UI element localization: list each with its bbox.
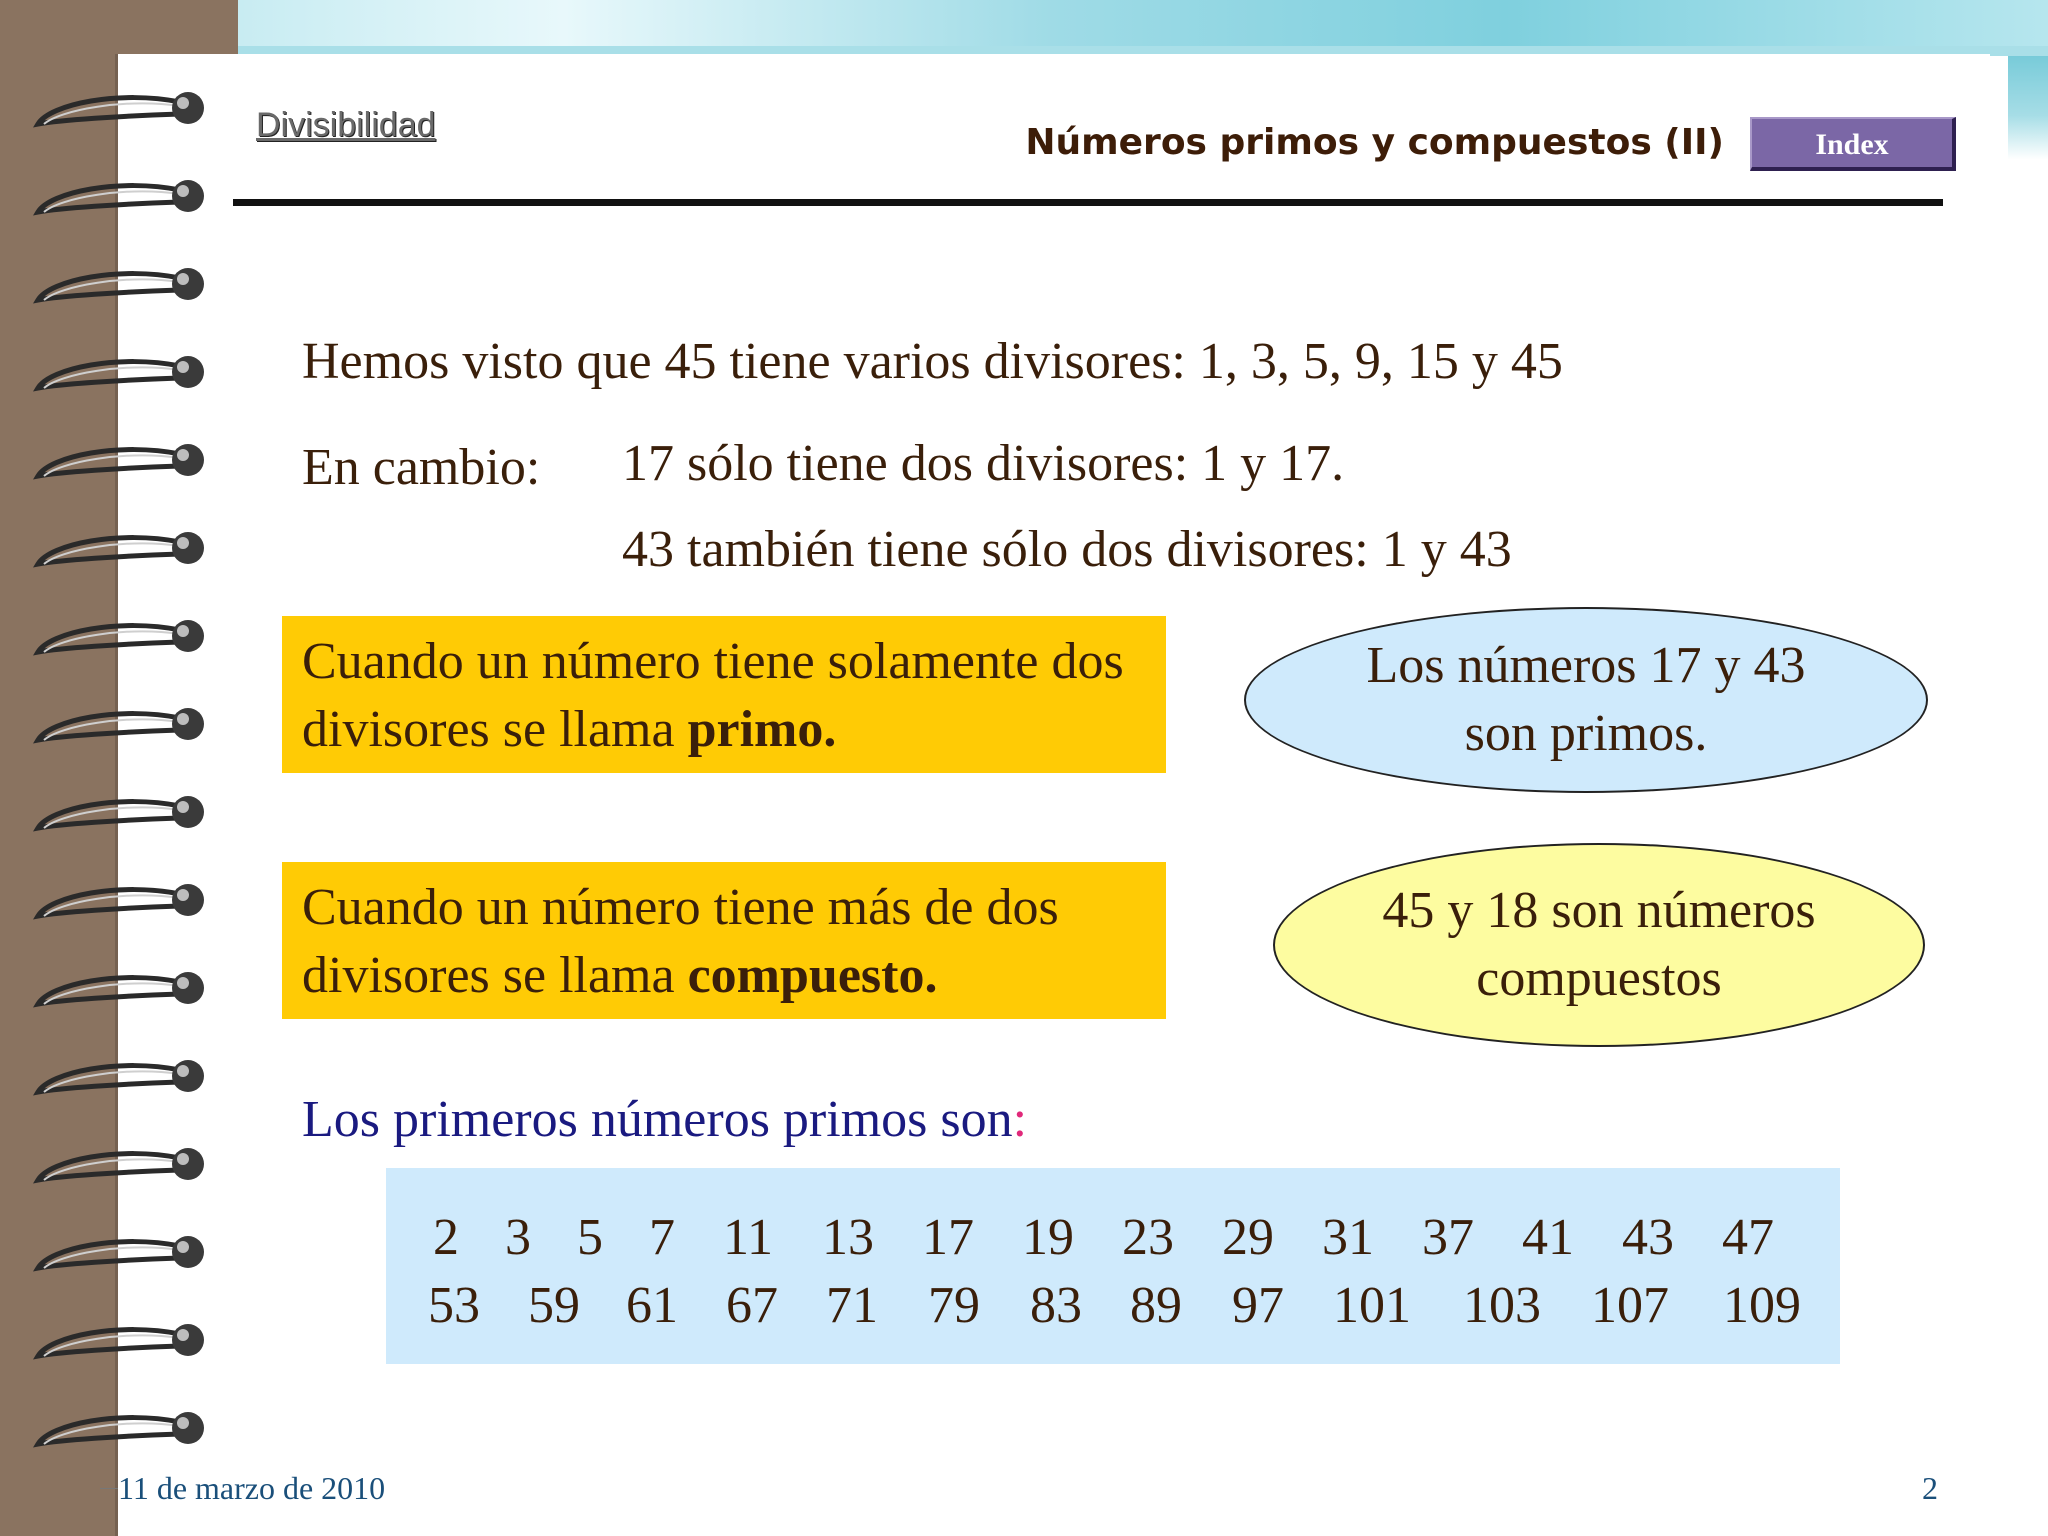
prime-number: 109: [1723, 1277, 1801, 1334]
prime-number: 13: [822, 1209, 874, 1266]
spiral-ring-icon: [30, 168, 220, 228]
prime-example-text: Los números 17 y 43 son primos.: [1366, 637, 1806, 762]
prime-number: 29: [1222, 1209, 1274, 1266]
prime-number: 37: [1422, 1209, 1474, 1266]
primes-intro-colon: :: [1012, 1091, 1028, 1148]
spiral-ring-icon: [30, 608, 220, 668]
composite-definition-text: Cuando un número tiene más de dos divisores se llama: [302, 879, 1059, 1004]
prime-number: 43: [1622, 1209, 1674, 1266]
slide-title: Números primos y compuestos (II): [1025, 122, 1724, 163]
spiral-ring-icon: [30, 1136, 220, 1196]
spiral-ring-icon: [30, 432, 220, 492]
spiral-ring-icon: [30, 960, 220, 1020]
primes-list-box: [386, 1168, 1840, 1364]
page-number: 2: [1922, 1470, 1938, 1506]
spiral-ring-icon: [30, 1312, 220, 1372]
prime-number: 101: [1333, 1277, 1411, 1334]
spiral-ring-icon: [30, 872, 220, 932]
spiral-ring-icon: [30, 696, 220, 756]
prime-number: 107: [1591, 1277, 1669, 1334]
composite-example-text: 45 y 18 son números compuestos: [1382, 882, 1816, 1007]
prime-number: 89: [1130, 1277, 1182, 1334]
prime-number: 53: [428, 1277, 480, 1334]
composite-example-ellipse: [1273, 843, 1925, 1047]
divisors-of-17-text: 17 sólo tiene dos divisores: 1 y 17.: [622, 435, 1345, 492]
prime-definition-text: Cuando un número tiene solamente dos divisores se llama: [302, 633, 1124, 758]
spiral-ring-icon: [30, 80, 220, 140]
divisors-of-43-text: 43 también tiene sólo dos divisores: 1 y 43: [622, 521, 1512, 578]
prime-number: 3: [505, 1209, 531, 1266]
prime-number: 83: [1030, 1277, 1082, 1334]
prime-number: 97: [1232, 1277, 1284, 1334]
prime-number: 47: [1722, 1209, 1774, 1266]
prime-term: primo.: [687, 701, 837, 758]
right-decoration: [2008, 56, 2048, 1536]
prime-number: 11: [722, 1209, 774, 1266]
composite-term: compuesto.: [687, 947, 938, 1004]
header-rule: [233, 199, 1943, 206]
prime-number: 41: [1522, 1209, 1574, 1266]
prime-number: 71: [826, 1277, 878, 1334]
footer-date: 11 de marzo de 2010: [118, 1470, 386, 1506]
prime-number: 19: [1022, 1209, 1074, 1266]
prime-example-ellipse: [1244, 607, 1928, 793]
primes-intro-text: Los primeros números primos son: [302, 1091, 1013, 1148]
spiral-ring-icon: [30, 1400, 220, 1460]
primes-intro: [302, 1090, 1027, 1149]
spiral-ring-icon: [30, 256, 220, 316]
prime-definition-box: [282, 616, 1166, 773]
prime-number: 5: [577, 1209, 603, 1266]
spiral-ring-icon: [30, 784, 220, 844]
prime-number: 31: [1322, 1209, 1374, 1266]
spiral-ring-icon: [30, 1048, 220, 1108]
prime-number: 23: [1122, 1209, 1174, 1266]
spiral-ring-icon: [30, 344, 220, 404]
composite-definition-box: [282, 862, 1166, 1019]
prime-number: 7: [649, 1209, 675, 1266]
prime-number: 61: [626, 1277, 678, 1334]
en-cambio-label: En cambio:: [302, 439, 541, 496]
spiral-binding: [30, 80, 220, 1480]
spiral-ring-icon: [30, 520, 220, 580]
spiral-ring-icon: [30, 1224, 220, 1284]
prime-number: 79: [928, 1277, 980, 1334]
index-button[interactable]: Index: [1750, 117, 1956, 171]
breadcrumb-link[interactable]: Divisibilidad: [256, 106, 436, 144]
divisors-of-45-text: Hemos visto que 45 tiene varios divisores: 1, 3, 5, 9, 15 y 45: [302, 333, 1563, 390]
prime-number: 59: [528, 1277, 580, 1334]
prime-number: 103: [1463, 1277, 1541, 1334]
prime-number: 17: [922, 1209, 974, 1266]
prime-number: 67: [726, 1277, 778, 1334]
prime-number: 2: [433, 1209, 459, 1266]
top-decoration: [238, 0, 2048, 56]
